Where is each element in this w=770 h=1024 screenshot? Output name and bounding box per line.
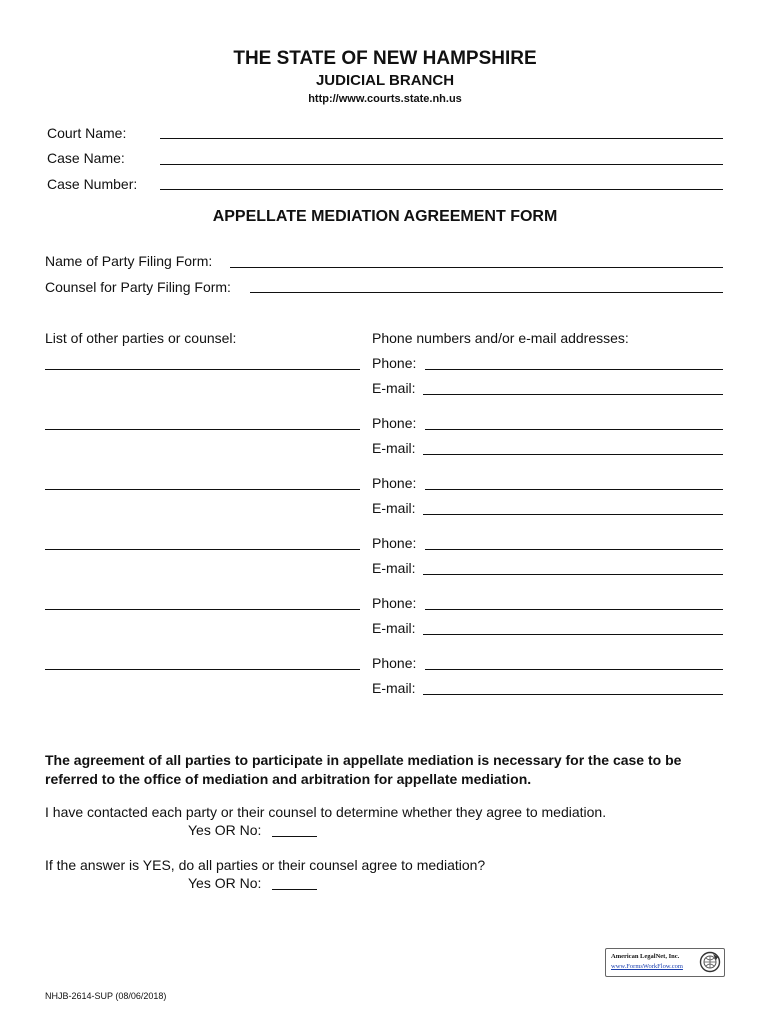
court-url: http://www.courts.state.nh.us xyxy=(308,93,462,105)
agreement-statement: The agreement of all parties to participate in appellate mediation is necessary for the case to be referred to the office of mediation and arbitration for appellate mediation. xyxy=(45,752,682,787)
counsel-field[interactable] xyxy=(250,292,723,293)
counsel-label: Counsel for Party Filing Form: xyxy=(45,279,231,295)
question-1-answer-field[interactable] xyxy=(272,836,317,837)
party-counsel-field[interactable] xyxy=(45,369,360,370)
email-field[interactable] xyxy=(423,454,723,455)
state-heading: THE STATE OF NEW HAMPSHIRE xyxy=(233,48,537,69)
other-parties-label: List of other parties or counsel: xyxy=(45,330,237,346)
phone-label: Phone: xyxy=(372,355,417,371)
phone-field[interactable] xyxy=(425,369,723,370)
question-2-text: If the answer is YES, do all parties or their counsel agree to mediation? xyxy=(45,857,486,873)
court-name-field[interactable] xyxy=(160,138,723,139)
badge-company: American LegalNet, Inc. xyxy=(611,953,680,960)
court-name-label: Court Name: xyxy=(47,125,127,141)
case-number-label: Case Number: xyxy=(47,176,138,192)
legalnet-badge xyxy=(605,948,725,977)
phone-field[interactable] xyxy=(425,429,723,430)
email-label: E-mail: xyxy=(372,380,416,396)
contact-info-label: Phone numbers and/or e-mail addresses: xyxy=(372,330,629,346)
case-number-field[interactable] xyxy=(160,189,723,190)
party-name-field[interactable] xyxy=(230,267,723,268)
party-counsel-field[interactable] xyxy=(45,429,360,430)
party-name-label: Name of Party Filing Form: xyxy=(45,253,213,269)
party-counsel-field[interactable] xyxy=(45,549,360,550)
email-field[interactable] xyxy=(423,694,723,695)
email-label: E-mail: xyxy=(372,680,416,696)
phone-label: Phone: xyxy=(372,415,417,431)
form-number: NHJB-2614-SUP (08/06/2018) xyxy=(45,991,167,1001)
phone-label: Phone: xyxy=(372,535,417,551)
email-label: E-mail: xyxy=(372,620,416,636)
email-field[interactable] xyxy=(423,574,723,575)
form-title: APPELLATE MEDIATION AGREEMENT FORM xyxy=(212,208,558,225)
phone-field[interactable] xyxy=(425,609,723,610)
badge-url[interactable]: www.FormsWorkFlow.com xyxy=(611,963,683,970)
branch-heading: JUDICIAL BRANCH xyxy=(315,72,455,89)
case-name-field[interactable] xyxy=(160,164,723,165)
phone-field[interactable] xyxy=(425,489,723,490)
email-label: E-mail: xyxy=(372,500,416,516)
question-2-answer-field[interactable] xyxy=(272,889,317,890)
email-label: E-mail: xyxy=(372,440,416,456)
phone-label: Phone: xyxy=(372,655,417,671)
phone-label: Phone: xyxy=(372,595,417,611)
question-1-text: I have contacted each party or their counsel to determine whether they agree to mediation. xyxy=(45,804,607,820)
party-counsel-field[interactable] xyxy=(45,489,360,490)
case-name-label: Case Name: xyxy=(47,150,125,166)
phone-field[interactable] xyxy=(425,549,723,550)
email-label: E-mail: xyxy=(372,560,416,576)
phone-field[interactable] xyxy=(425,669,723,670)
question-2-answer-label: Yes OR No: xyxy=(188,875,262,891)
question-1-answer-label: Yes OR No: xyxy=(188,822,262,838)
email-field[interactable] xyxy=(423,634,723,635)
globe-seal-icon xyxy=(699,951,721,973)
phone-label: Phone: xyxy=(372,475,417,491)
party-counsel-field[interactable] xyxy=(45,609,360,610)
party-counsel-field[interactable] xyxy=(45,669,360,670)
email-field[interactable] xyxy=(423,394,723,395)
email-field[interactable] xyxy=(423,514,723,515)
